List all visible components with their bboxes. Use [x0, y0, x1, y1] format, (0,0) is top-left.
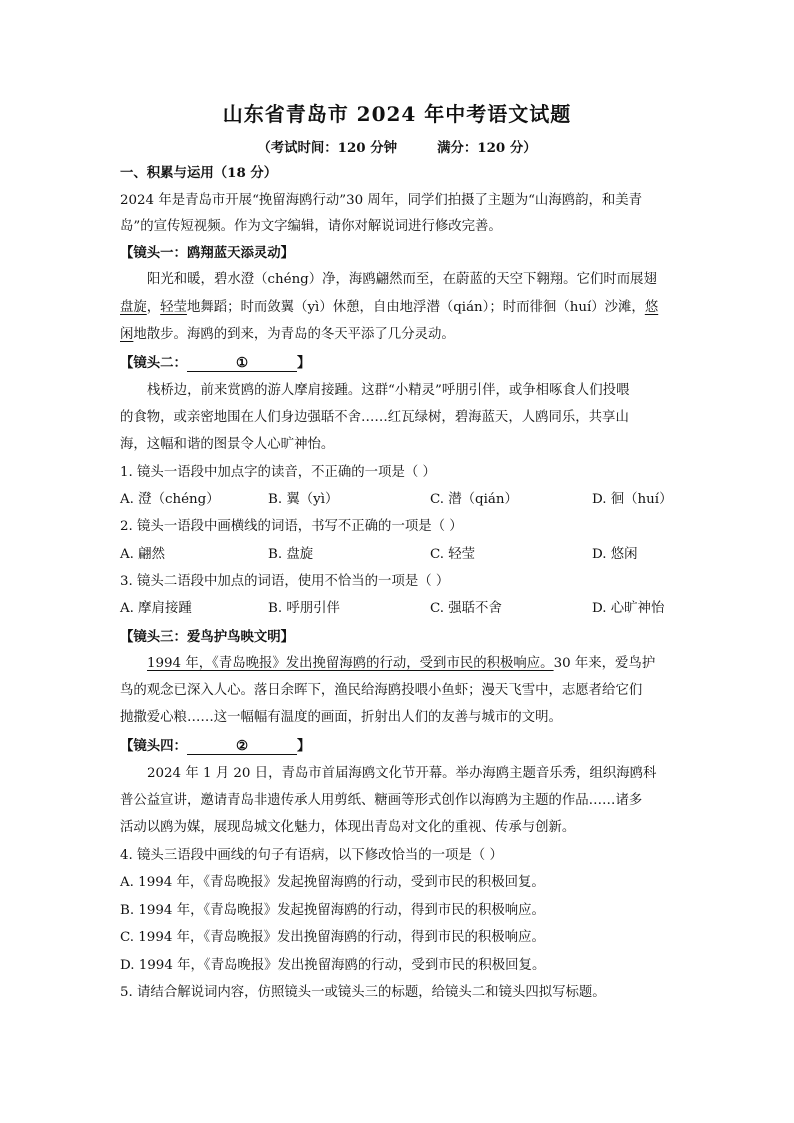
question-4-stem: 4. 镜头三语段中画线的句子有语病，以下修改恰当的一项是（ ） [120, 848, 503, 863]
exam-info [0, 137, 794, 156]
question-2-stem: 2. 镜头一语段中画横线的词语，书写不正确的一项是（ ） [120, 519, 463, 534]
shot3-paragraph-line: 1994 年，《青岛晚报》发出挽留海鸥的行动，受到市民的积极响应。30 年来，爱鸟护 [147, 656, 656, 671]
intro-line: 2024 年是青岛市开展“挽留海鸥行动”30 周年，同学们拍摄了主题为“山海鸥韵，和美青 [120, 193, 643, 208]
underlined-word: 盘旋 [120, 300, 147, 315]
answer-blank[interactable]: ② [187, 738, 297, 755]
underlined-sentence: 1994 年，《青岛晚报》发出挽留海鸥的行动，受到市民的积极响应。 [147, 656, 554, 671]
option-c[interactable]: C. 潜（qián） [430, 492, 518, 507]
option-c[interactable]: C. 1994 年，《青岛晚报》发出挽留海鸥的行动，得到市民的积极响应。 [120, 930, 545, 945]
question-3-stem: 3. 镜头二语段中加点的词语，使用不恰当的一项是（ ） [120, 574, 450, 589]
option-c[interactable]: C. 强聒不舍 [430, 601, 502, 616]
option-d[interactable]: D. 悠闲 [592, 547, 638, 562]
option-d[interactable]: D. 徊（huí） [592, 492, 673, 507]
shot1-heading: 【镜头一：鸥翔蓝天添灵动】 [120, 245, 295, 261]
question-1-stem: 1. 镜头一语段中加点字的读音，不正确的一项是（ ） [120, 465, 436, 480]
shot3-heading: 【镜头三：爱鸟护鸟映文明】 [120, 629, 295, 645]
option-b[interactable]: B. 翼（yì） [268, 492, 339, 507]
shot4-paragraph-line: 普公益宣讲，邀请青岛非遗传承人用剪纸、糖画等形式创作以海鸥为主题的作品……诸多 [120, 793, 643, 808]
shot4-heading: 【镜头四： ② 】 [120, 738, 311, 754]
option-a[interactable]: A. 摩肩接踵 [120, 601, 192, 616]
option-b[interactable]: B. 呼朋引伴 [268, 601, 340, 616]
shot1-paragraph-line: 阳光和暖，碧水澄（chéng）净，海鸥翩然而至，在蔚蓝的天空下翱翔。它们时而展翅 [147, 272, 657, 287]
question-5-stem: 5. 请结合解说词内容，仿照镜头一或镜头三的标题，给镜头二和镜头四拟写标题。 [120, 985, 606, 1000]
question-2-options [120, 545, 680, 565]
option-b[interactable]: B. 1994 年，《青岛晚报》发起挽留海鸥的行动，得到市民的积极响应。 [120, 903, 545, 918]
page-title: 山东省青岛市 2024 年中考语文试题 [222, 102, 572, 126]
shot2-paragraph-line: 栈桥边，前来赏鸥的游人摩肩接踵。这群“小精灵”呼朋引伴，或争相啄食人们投喂 [147, 383, 630, 398]
answer-blank[interactable]: ① [187, 355, 297, 372]
exam-time: （考试时间：120 分钟 [257, 140, 398, 156]
shot2-heading: 【镜头二： ① 】 [120, 355, 311, 371]
shot3-paragraph-line: 抛撒爱心粮……这一幅幅有温度的画面，折射出人们的友善与城市的文明。 [120, 710, 562, 725]
shot1-paragraph-line: 闲地散步。海鸥的到来，为青岛的冬天平添了几分灵动。 [120, 327, 455, 342]
shot4-paragraph-line: 2024 年 1 月 20 日，青岛市首届海鸥文化节开幕。举办海鸥主题音乐秀，组织海鸥科 [147, 766, 657, 781]
option-b[interactable]: B. 盘旋 [268, 547, 314, 562]
option-a[interactable]: A. 1994 年，《青岛晚报》发起挽留海鸥的行动，受到市民的积极回复。 [120, 875, 545, 890]
shot4-paragraph-line: 活动以鸥为媒，展现岛城文化魅力，体现出青岛对文化的重视、传承与创新。 [120, 820, 576, 835]
option-a[interactable]: A. 翩然 [120, 547, 165, 562]
full-score: 满分：120 分） [437, 140, 537, 156]
question-3-options [120, 599, 680, 619]
question-1-options [120, 490, 680, 510]
underlined-word: 悠 [644, 300, 659, 315]
intro-line: 岛”的宣传短视频。作为文字编辑，请你对解说词进行修改完善。 [120, 219, 502, 234]
section-heading: 一、积累与运用（18 分） [120, 165, 278, 181]
option-d[interactable]: D. 心旷神怡 [592, 601, 665, 616]
option-a[interactable]: A. 澄（chéng） [120, 492, 220, 507]
shot2-paragraph-line: 的食物，或亲密地围在人们身边强聒不舍……红瓦绿树，碧海蓝天，人鸥同乐，共享山 [120, 410, 629, 425]
shot3-paragraph-line: 鸟的观念已深入人心。落日余晖下，渔民给海鸥投喂小鱼虾；漫天飞雪中，志愿者给它们 [120, 683, 643, 698]
shot2-paragraph-line: 海，这幅和谐的图景令人心旷神怡。 [120, 437, 335, 452]
underlined-word: 闲 [120, 327, 134, 342]
option-d[interactable]: D. 1994 年，《青岛晚报》发出挽留海鸥的行动，受到市民的积极回复。 [120, 958, 546, 973]
option-c[interactable]: C. 轻莹 [430, 547, 476, 562]
shot1-paragraph-line: 盘旋，轻莹地舞蹈；时而敛翼（yì）休憩，自由地浮潜（qián）；时而徘徊（huí）沙滩，悠 [120, 300, 659, 315]
underlined-word: 轻莹 [160, 300, 187, 315]
